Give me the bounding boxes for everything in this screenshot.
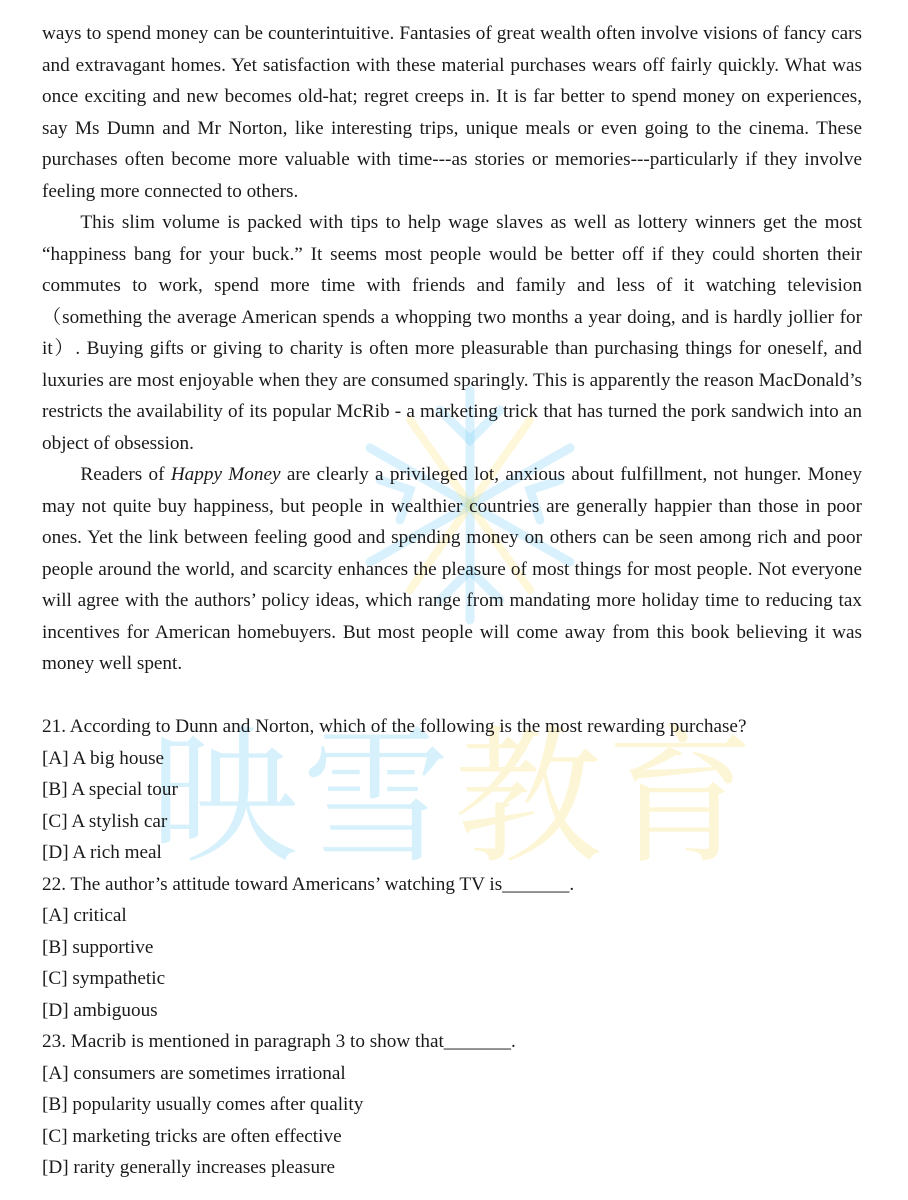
section-spacer [42,680,862,712]
option-a: [A] consumers are sometimes irrational [42,1062,346,1084]
question-stem: 22. The author’s attitude toward Americans’ watching TV is_______. [42,873,575,895]
option-b: [B] A special tour [42,779,178,800]
option-d: [D] ambiguous [42,999,158,1021]
question-stem: 21. According to Dunn and Norton, which of the following is the most rewarding purchase? [42,716,747,737]
watermark-text: 映雪教育 [150,712,758,884]
question-22 [42,869,862,1027]
option-a: [A] critical [42,905,127,926]
passage-paragraph-2: This slim volume is packed with tips to help wage slaves as well as lottery winners get the most “happiness bang for your buck.” It seems most people would be better off if they could shorten their commutes to work, spend more time with friends and family and less of it watching television （something the average American spends a whopping two months a year doing, and is hardly jollier for it）. Buying gifts or giving to charity is often more pleasurable than purchasing things for oneself, and luxuries are most enjoyable when they are consumed sparingly. This is apparently the reason MacDonald’s restricts the availability of its popular McRib - a marketing trick that has turned the pork sandwich into an object of obsession. [42,212,862,454]
option-d: [D] A rich meal [42,842,162,863]
option-b: [B] popularity usually comes after quality [42,1094,364,1115]
option-c: [C] marketing tricks are often effective [42,1125,342,1147]
option-a: [A] A big house [42,747,165,769]
question-23 [42,1026,862,1184]
question-21 [42,711,862,869]
option-c: [C] A stylish car [42,810,168,832]
option-c: [C] sympathetic [42,968,166,989]
option-d: [D] rarity generally increases pleasure [42,1157,335,1178]
book-title: Happy Money [170,464,281,485]
passage-paragraph-3 [42,459,862,680]
paragraph-3-body: are clearly a privileged lot, anxious about fulfillment, not hunger. Money may not quite buy happiness, but people in wealthier countries are generally happier than those in poor ones. Yet the link between feeling good and spending money on others can be seen among rich and poor people around the world, and scarcity enhances the pleasure of most things for most people. Not everyone will agree with the authors’ policy ideas, which range from mandating more holiday time to reducing tax incentives for American homebuyers. But most people will come away from this book believing it was money well spent. [42,464,863,674]
question-stem: 23. Macrib is mentioned in paragraph 3 to show that_______. [42,1031,516,1052]
option-b: [B] supportive [42,936,154,958]
passage-paragraph-1: ways to spend money can be counterintuitive. Fantasies of great wealth often involve visions of fancy cars and extravagant homes. Yet satisfaction with these material purchases wears off fairly quickly. What was once exciting and new becomes old-hat; regret creeps in. It is far better to spend money on experiences, say Ms Dumn and Mr Norton, like interesting trips, unique meals or even going to the cinema. These purchases often become more valuable with time---as stories or memories---particularly if they involve feeling more connected to others. [42,23,862,202]
paragraph-3-lead: Readers of [80,464,171,485]
